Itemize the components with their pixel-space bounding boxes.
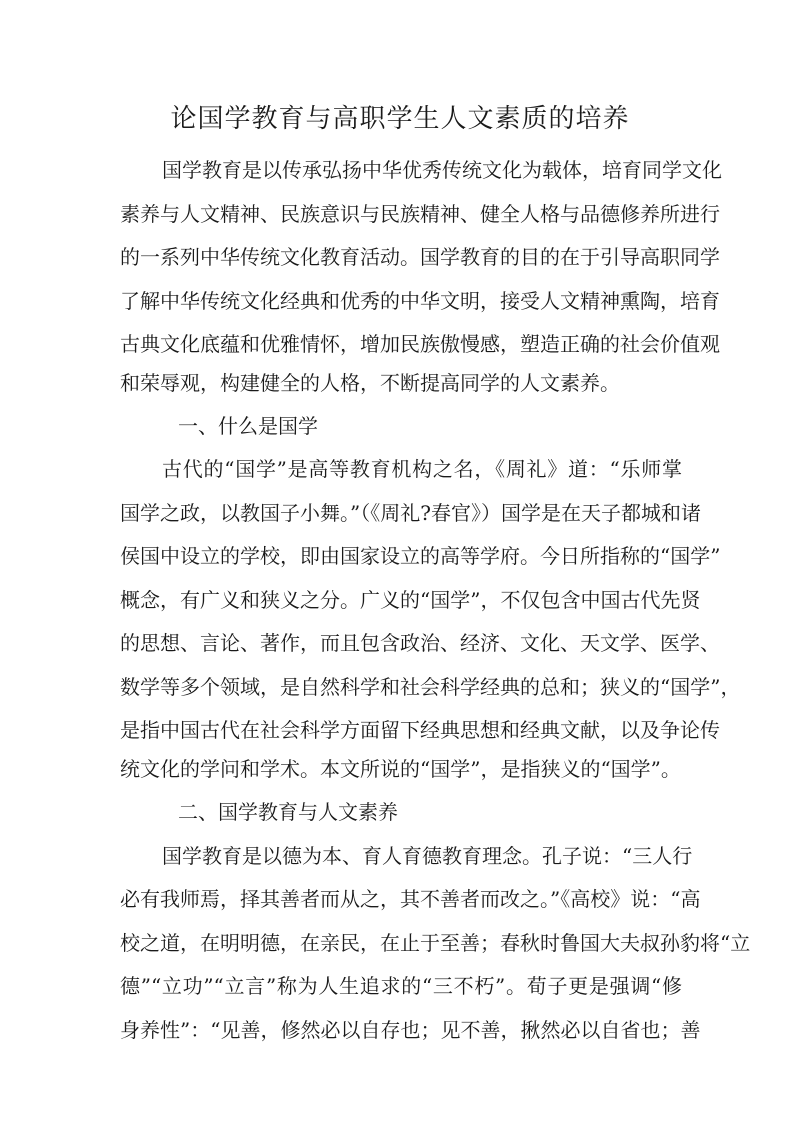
document-title: 论国学教育与高职学生人文素质的培养 [170,104,630,134]
paragraph-line: 校之道，在明明德，在亲民，在止于至善；春秋时鲁国大夫叔孙豹将“立 [120,931,751,955]
paragraph-line: 国学教育是以传承弘扬中华优秀传统文化为载体，培育同学文化 [162,158,722,182]
paragraph-line: 侯国中设立的学校，即由国家设立的高等学府。今日所指称的“国学” [120,544,721,568]
paragraph-line: 身养性”：“见善，修然必以自存也；见不善，揪然必以自省也；善 [120,1018,701,1042]
paragraph-line: 素养与人文精神、民族意识与民族精神、健全人格与品德修养所进行 [120,202,720,226]
paragraph-line: 的思想、言论、著作，而且包含政治、经济、文化、天文学、医学、 [120,631,720,655]
paragraph-line: 了解中华传统文化经典和优秀的中华文明，接受人文精神熏陶，培育 [120,289,720,313]
paragraph-line: 概念，有广义和狭义之分。广义的“国学”，不仅包含中国古代先贤 [120,588,701,612]
paragraph-line: 和荣辱观，构建健全的人格，不断提高同学的人文素养。 [120,371,620,395]
paragraph-line: 国学教育是以德为本、育人育德教育理念。孔子说：“三人行 [162,844,693,868]
paragraph-line: 数学等多个领域，是自然科学和社会科学经典的总和；狭义的“国学”， [120,675,741,699]
paragraph-line: 的一系列中华传统文化教育活动。国学教育的目的在于引导高职同学 [120,245,720,269]
section-heading-2: 二、国学教育与人文素养 [178,800,398,824]
paragraph-line: 古典文化底蕴和优雅情怀，增加民族傲慢感，塑造正确的社会价值观 [120,332,720,356]
paragraph-line: 德”“立功”“立言”称为人生追求的“三不朽”。荀子更是强调“修 [120,974,682,998]
paragraph-line: 国学之政，以教国子小舞。”（《周礼?春官》）国学是在天子都城和诸 [120,501,701,525]
paragraph-line: 古代的“国学”是高等教育机构之名，《周礼》道：“乐师掌 [162,457,682,481]
paragraph-line: 是指中国古代在社会科学方面留下经典思想和经典文献，以及争论传 [120,718,720,742]
paragraph-line: 必有我师焉，择其善者而从之，其不善者而改之。”《高校》说：“高 [120,887,701,911]
section-heading-1: 一、什么是国学 [178,414,318,438]
paragraph-line: 统文化的学问和学术。本文所说的“国学”，是指狭义的“国学”。 [120,757,681,781]
